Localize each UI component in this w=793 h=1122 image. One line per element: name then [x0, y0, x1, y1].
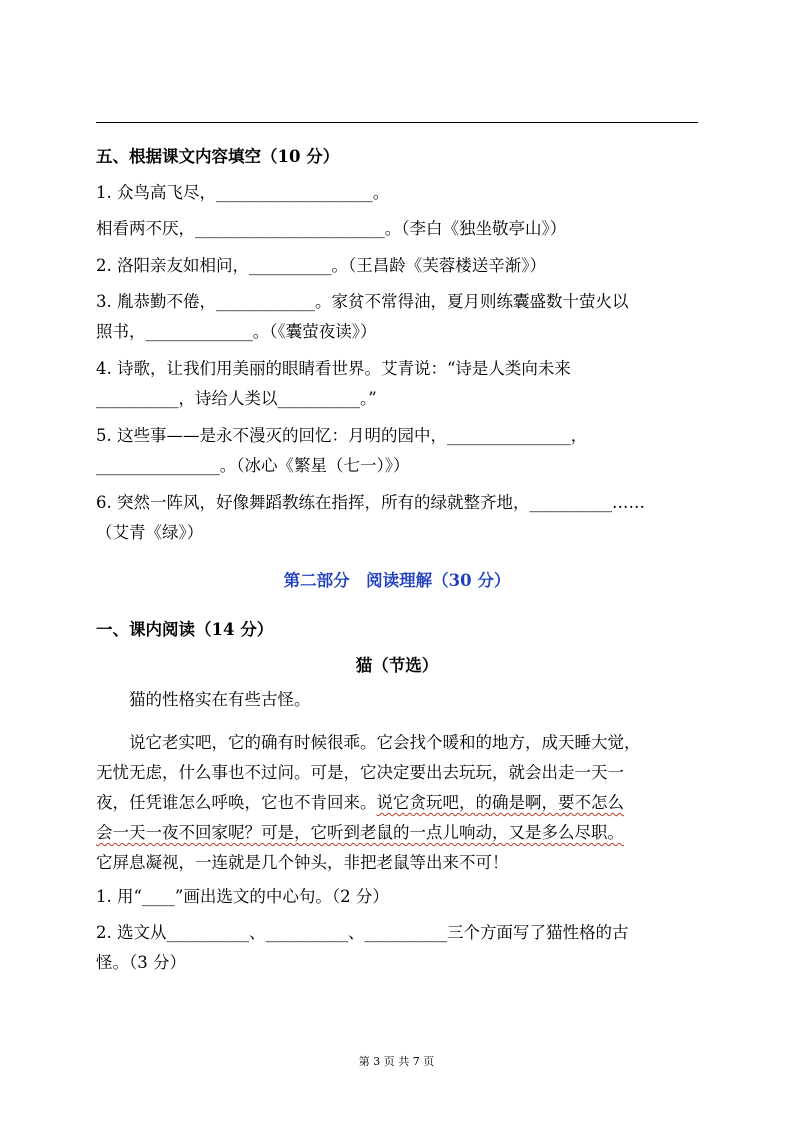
passage-paragraph-2-line-2: 无忧无虑，什么事也不过问。可是，它决定要出去玩玩，就会出走一天一	[96, 763, 624, 782]
part-title: 第二部分 阅读理解（30 分）	[283, 571, 511, 590]
passage-paragraph-2-line-5: 它屏息凝视，一连就是几个钟头，非把老鼠等出来不可！	[96, 853, 509, 872]
question-1-line-2: 相看两不厌，_______________________。（李白《独坐敬亭山》）	[96, 219, 567, 238]
passage-paragraph-1: 猫的性格实在有些古怪。	[129, 690, 311, 709]
question-4-line-1: 4. 诗歌，让我们用美丽的眼睛看世界。艾青说：“诗是人类向未来	[96, 359, 571, 378]
question-2: 2. 洛阳亲友如相问，__________。（王昌龄《芙蓉楼送辛渐》）	[96, 256, 546, 275]
question-5-line-1: 5. 这些事——是永不漫灭的回忆：月明的园中，_______________，	[96, 426, 588, 445]
passage-paragraph-2-line-1: 说它老实吧，它的确有时候很乖。它会找个暖和的地方，成天睡大觉，	[129, 733, 641, 752]
question-1-line-1: 1. 众鸟高飞尽，___________________。	[96, 183, 390, 202]
passage-paragraph-2-line-3	[96, 791, 698, 815]
question-4-line-2: __________，诗给人类以__________。”	[96, 389, 377, 408]
wavy-underlined-text: 会一天一夜不回家呢？可是，它听到老鼠的一点儿响动，又是多么尽职。	[96, 823, 624, 842]
question-6-line-2: （艾青《绿》）	[96, 523, 204, 542]
reading-question-2-line-1: 2. 选文从__________、__________、__________三个方面写了猫性格的古	[96, 923, 629, 942]
header-rule	[96, 122, 698, 123]
section-heading: 五、根据课文内容填空（10 分）	[96, 147, 340, 166]
reading-heading: 一、课内阅读（14 分）	[96, 620, 274, 639]
question-3-line-1: 3. 胤恭勤不倦，____________。家贫不常得油，夏月则练囊盛数十萤火以	[96, 292, 629, 311]
page-number: 第 3 页 共 7 页	[358, 1055, 435, 1068]
passage-text: 夜，任凭谁怎么呼唤，它也不肯回来。	[96, 793, 377, 812]
passage-title: 猫（节选）	[355, 656, 439, 675]
question-6-line-1: 6. 突然一阵风，好像舞蹈教练在指挥，所有的绿就整齐地，__________……	[96, 493, 645, 512]
reading-question-2-line-2: 怪。（3 分）	[96, 953, 186, 972]
question-5-line-2: _______________。（冰心《繁星（七一）》）	[96, 456, 410, 475]
question-3-line-2: 照书，_____________。（《囊萤夜读》）	[96, 322, 377, 341]
passage-paragraph-2-line-4	[96, 821, 698, 845]
wavy-underlined-text: 说它贪玩吧，的确是啊，要不怎么	[376, 793, 624, 812]
reading-question-1: 1. 用“____”画出选文的中心句。（2 分）	[96, 887, 389, 906]
